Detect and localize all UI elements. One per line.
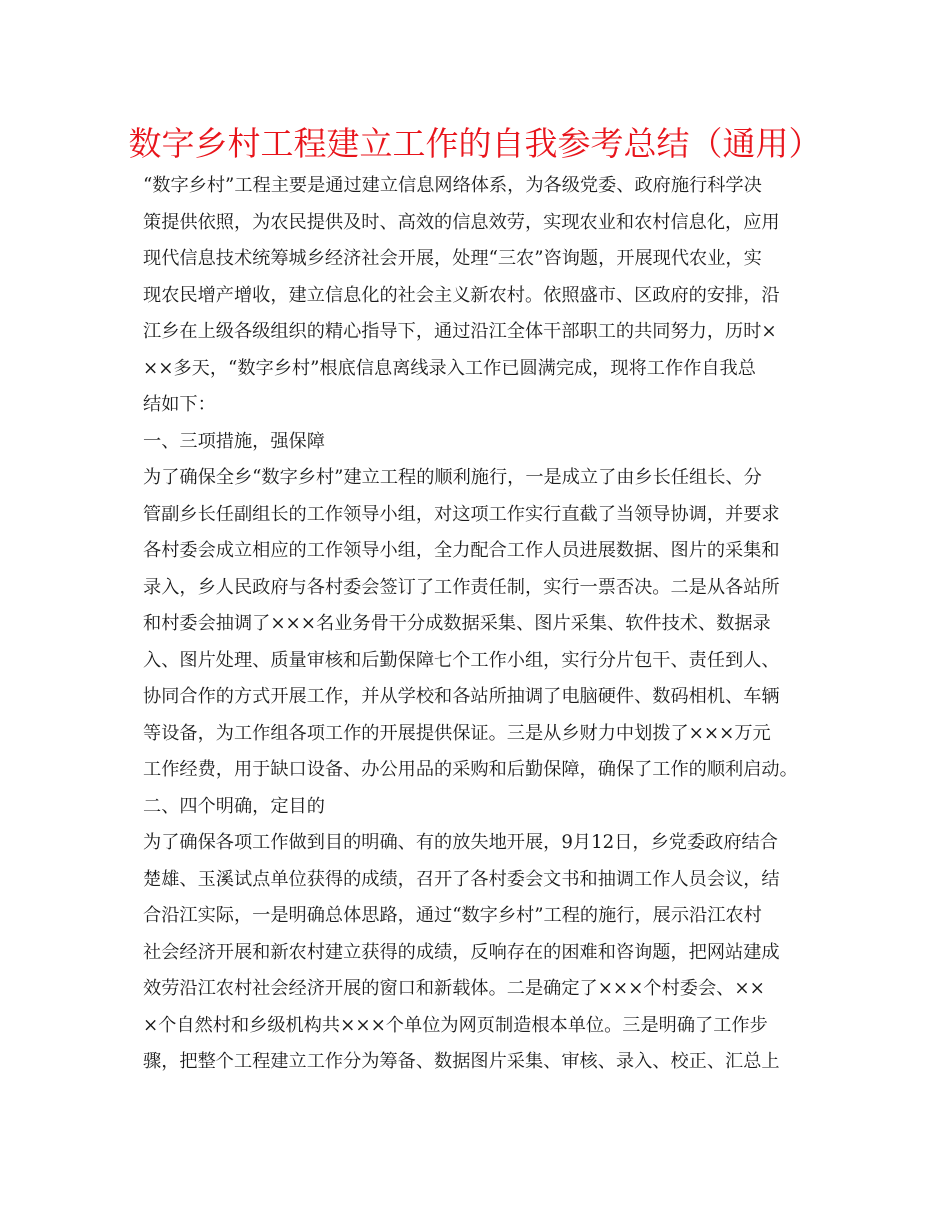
text-line: ××多天，“数字乡村”根底信息离线录入工作已圆满完成，现将工作作自我总 bbox=[143, 357, 756, 379]
text-line: 现代信息技术统筹城乡经济社会开展，处理“三农”咨询题，开展现代农业，实 bbox=[143, 248, 762, 269]
section-heading: 二、四个明确，定目的 bbox=[143, 795, 325, 817]
text-line: 结如下： bbox=[143, 394, 216, 415]
text-line: 合沿江实际，一是明确总体思路，通过“数字乡村”工程的施行，展示沿江农村 bbox=[143, 905, 762, 926]
text-line: 等设备，为工作组各项工作的开展提供保证。三是从乡财力中划拨了×××万元 bbox=[143, 722, 771, 744]
document-body bbox=[143, 168, 813, 1081]
text-line: ×个自然村和乡级机构共×××个单位为网页制造根本单位。三是明确了工作步 bbox=[143, 1014, 768, 1036]
document-title: 数字乡村工程建立工作的自我参考总结（通用） bbox=[128, 124, 822, 163]
text-line: 各村委会成立相应的工作领导小组，全力配合工作人员进展数据、图片的采集和 bbox=[143, 540, 780, 561]
text-line: 为了确保各项工作做到目的明确、有的放失地开展，9月12日，乡党委政府结合 bbox=[143, 832, 778, 853]
text-line: 江乡在上级各级组织的精心指导下，通过沿江全体干部职工的共同努力，历时× bbox=[143, 321, 777, 342]
text-line: 楚雄、玉溪试点单位获得的成绩，召开了各村委会文书和抽调工作人员会议，结 bbox=[143, 868, 780, 890]
text-line: 工作经费，用于缺口设备、办公用品的采购和后勤保障，确保了工作的顺利启动。 bbox=[143, 759, 798, 780]
text-line: 现农民增产增收，建立信息化的社会主义新农村。依照盛市、区政府的安排，沿 bbox=[143, 284, 780, 306]
text-line: 和村委会抽调了×××名业务骨干分成数据采集、图片采集、软件技术、数据录 bbox=[143, 613, 771, 634]
text-line: 骤，把整个工程建立工作分为筹备、数据图片采集、审核、录入、校正、汇总上 bbox=[143, 1051, 780, 1072]
text-line: 协同合作的方式开展工作，并从学校和各站所抽调了电脑硬件、数码相机、车辆 bbox=[143, 686, 780, 707]
text-line: 管副乡长任副组长的工作领导小组，对这项工作实行直截了当领导协调，并要求 bbox=[143, 503, 780, 525]
text-line: 入、图片处理、质量审核和后勤保障七个工作小组，实行分片包干、责任到人、 bbox=[143, 649, 780, 671]
text-line: 录入，乡人民政府与各村委会签订了工作责任制，实行一票否决。二是从各站所 bbox=[143, 576, 780, 598]
section-heading: 一、三项措施，强保障 bbox=[143, 430, 325, 452]
text-line: 策提供依照，为农民提供及时、高效的信息效劳，实现农业和农村信息化，应用 bbox=[143, 211, 780, 233]
text-line: 效劳沿江农村社会经济开展的窗口和新载体。二是确定了×××个村委会、×× bbox=[143, 978, 765, 999]
text-line: 社会经济开展和新农村建立获得的成绩，反响存在的困难和咨询题，把网站建成 bbox=[143, 941, 780, 963]
text-line: 为了确保全乡“数字乡村”建立工程的顺利施行，一是成立了由乡长任组长、分 bbox=[143, 467, 762, 488]
text-line: “数字乡村”工程主要是通过建立信息网络体系，为各级党委、政府施行科学决 bbox=[143, 175, 762, 196]
